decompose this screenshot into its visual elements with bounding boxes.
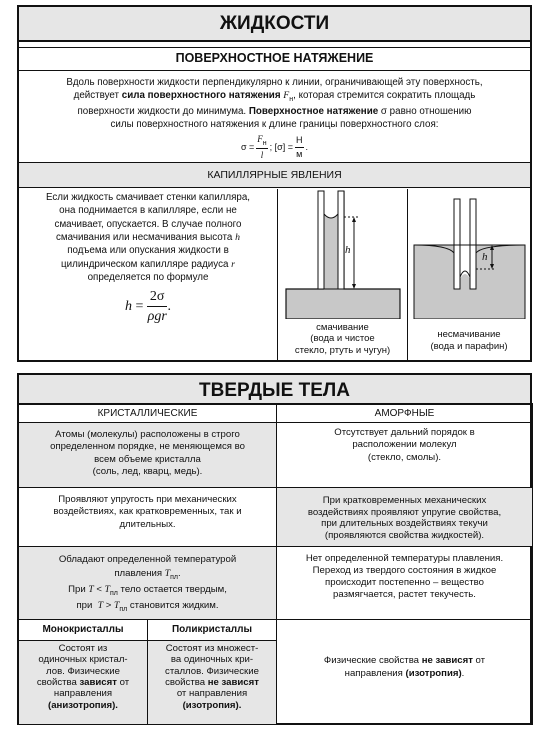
liquids-section — [17, 5, 532, 362]
row2-amorphous: При кратковременных механических воздействиях проявляют упругие свойства, при длительных воздействиях текучи (проявляются свойства жидкостей). — [276, 487, 533, 547]
row3-crystalline: Обладают определенной температурой плавления $T_{пл}$. При $T < T_{пл}$ тело остается твердым, при $T > T_{пл}$ становится жидким. — [18, 546, 277, 620]
surface-tension-block — [19, 47, 530, 175]
solids-title: ТВЕРДЫЕ ТЕЛА — [19, 375, 530, 405]
st-line-2: действует сила поверхностного натяжения $F_н$, которая стремится сократить площадь — [73, 90, 476, 104]
amorphous-isotropy-cell: Физические свойства не зависят от направления (изотропия). — [276, 619, 533, 725]
row1-amorphous: Отсутствует дальний порядок в расположении молекул (стекло, смолы). — [276, 422, 533, 488]
capillary-formula: h = 2σ ρgr . — [125, 289, 171, 325]
row1-crystalline: Атомы (молекулы) расположены в строго определенном порядке, не меняющемся во всем объеме кристалла (соль, лед, кварц, медь). — [18, 422, 277, 488]
surface-tension-heading: ПОВЕРХНОСТНОЕ НАТЯЖЕНИЕ — [19, 47, 530, 71]
liquids-title: ЖИДКОСТИ — [19, 7, 530, 42]
row2-crystalline: Проявляют упругость при механических воздействиях, как кратковременных, так и длительных. — [18, 487, 277, 547]
wetting-caption: смачивание (вода и чистое стекло, ртуть и чугун) — [294, 322, 391, 356]
surface-tension-formula: σ = $F_н$ l ; [σ] = Н м . — [240, 133, 309, 161]
capillary-text: Если жидкость смачивает стенки капилляра, она поднимается в капилляре, если не смачивает, опускается. В случае полного смачивания или несмачивания высота h подъема или опускания жидкости в цилиндрическом капилляре радиуса r определяется по формуле h = 2σ ρgr . — [19, 189, 277, 360]
col-crystalline-header: КРИСТАЛЛИЧЕСКИЕ — [18, 403, 277, 423]
st-line-1: Вдоль поверхности жидкости перпендикулярно к линии, ограничивающей эту поверхность, — [66, 76, 483, 88]
mono-header: Монокристаллы — [18, 619, 148, 641]
nonwetting-caption: несмачивание (вода и парафин) — [430, 329, 508, 352]
col-amorphous-header: АМОРФНЫЕ — [276, 403, 533, 423]
st-line-4: силы поверхностного натяжения к длине границы поверхностного слоя: — [110, 119, 439, 131]
wetting-h-label: h — [345, 244, 351, 256]
st-line-3: поверхности жидкости до минимума. Поверхностное натяжение σ равно отношению — [77, 105, 472, 117]
wetting-diagram — [278, 189, 408, 319]
row3-amorphous: Нет определенной температуры плавления. Переход из твердого состояния в жидкое происходит постепенно – вещество размягчается, растет текучесть. — [276, 546, 533, 620]
nonwetting-figure — [407, 189, 530, 360]
capillary-heading: КАПИЛЛЯРНЫЕ ЯВЛЕНИЯ — [19, 162, 530, 188]
wetting-figure — [277, 189, 407, 360]
nonwetting-h-label: h — [482, 251, 488, 263]
surface-tension-text — [19, 71, 530, 164]
poly-cell: Состоят из множест- ва одиночных кри- сталлов. Физические свойства не зависят от направления (изотропия). — [147, 640, 277, 725]
poly-header: Поликристаллы — [147, 619, 277, 641]
mono-cell: Состоят из одиночных кристал- лов. Физические свойства зависят от направления (анизотропия). — [18, 640, 148, 725]
solids-section — [17, 373, 532, 725]
nonwetting-diagram — [408, 189, 531, 319]
